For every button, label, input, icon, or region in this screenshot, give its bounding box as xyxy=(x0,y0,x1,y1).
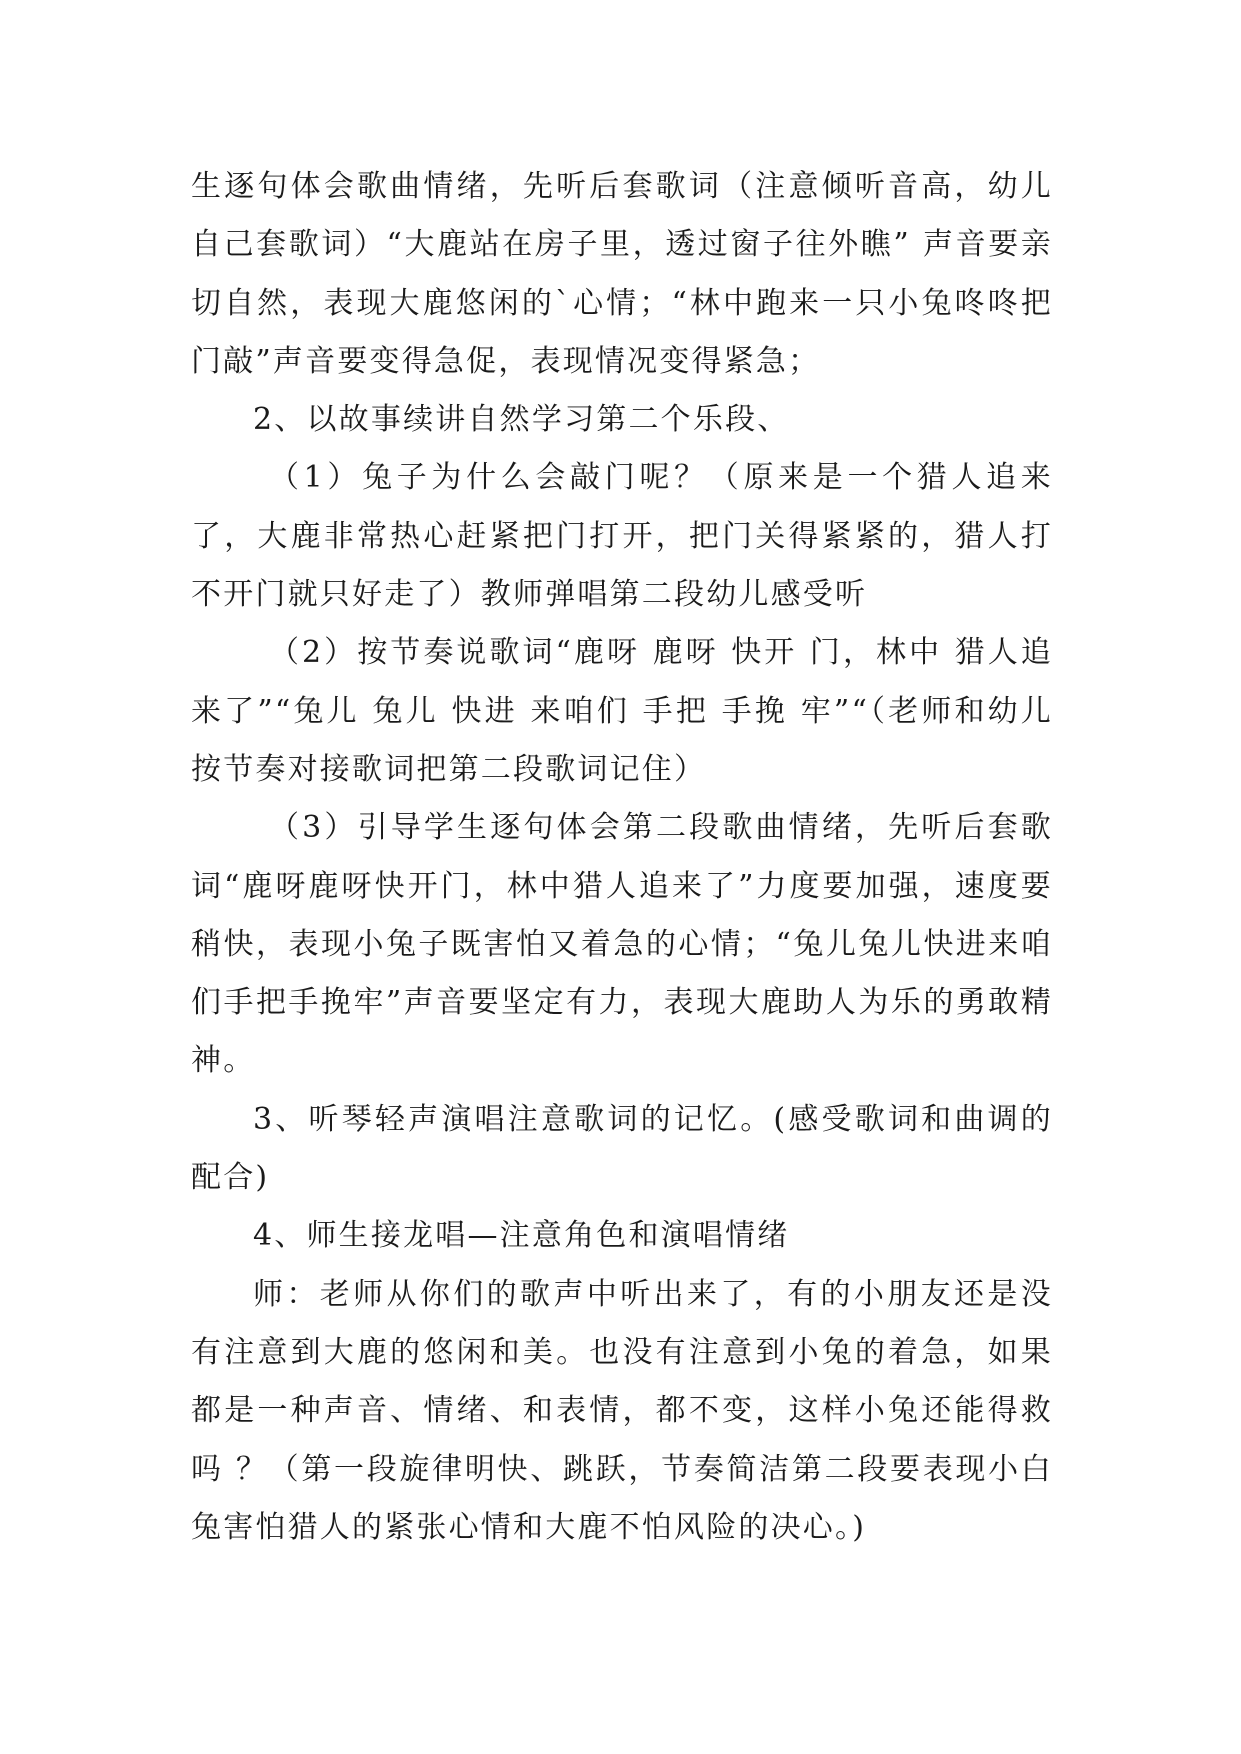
paragraph-step-2: 2、以故事续讲自然学习第二个乐段、 xyxy=(253,402,790,438)
paragraph-teacher-remark: 师：老师从你们的歌声中听出来了，有的小朋友还是没有注意到大鹿的悠闲和美。也没有注意到小兔的着急，如果都是一种声音、情绪、和表情，都不变，这样小兔还能得救吗 ？（第一段旋律明快、跳跃，节奏简洁第二段要表现小白兔害怕猎人的紧张心情和大鹿不怕风险的决心。) xyxy=(191,1276,1053,1545)
paragraph-substep-1: （1）兔子为什么会敲门呢？（原来是一个猎人追来了，大鹿非常热心赶紧把门打开，把门关得紧紧的，猎人打不开门就只好走了）教师弹唱第二段幼儿感受听 xyxy=(191,460,1053,613)
paragraph-step-4: 4、师生接龙唱—注意角色和演唱情绪 xyxy=(253,1218,790,1254)
paragraph-step-3: 3、听琴轻声演唱注意歌词的记忆。(感受歌词和曲调的配合) xyxy=(191,1101,1053,1196)
paragraph-substep-3: （3）引导学生逐句体会第二段歌曲情绪，先听后套歌词“鹿呀鹿呀快开门，林中猎人追来了”力度要加强，速度要稍快，表现小兔子既害怕又着急的心情；“兔儿兔儿快进来咱们手把手挽牢”声音要坚定有力，表现大鹿助人为乐的勇敢精神。 xyxy=(191,810,1053,1079)
paragraph-substep-2: （2）按节奏说歌词“鹿呀 鹿呀 快开 门，林中 猎人追来了”“兔儿 兔儿 快进 来咱们 手把 手挽 牢”“（老师和幼儿按节奏对接歌词把第二段歌词记住） xyxy=(191,635,1053,787)
document-body xyxy=(191,158,1053,1557)
paragraph-continued: 生逐句体会歌曲情绪，先听后套歌词（注意倾听音高，幼儿自己套歌词）“大鹿站在房子里，透过窗子往外瞧” 声音要亲切自然，表现大鹿悠闲的`心情；“林中跑来一只小兔咚咚把门敲”声音要变得急促，表现情况变得紧急； xyxy=(191,169,1053,379)
